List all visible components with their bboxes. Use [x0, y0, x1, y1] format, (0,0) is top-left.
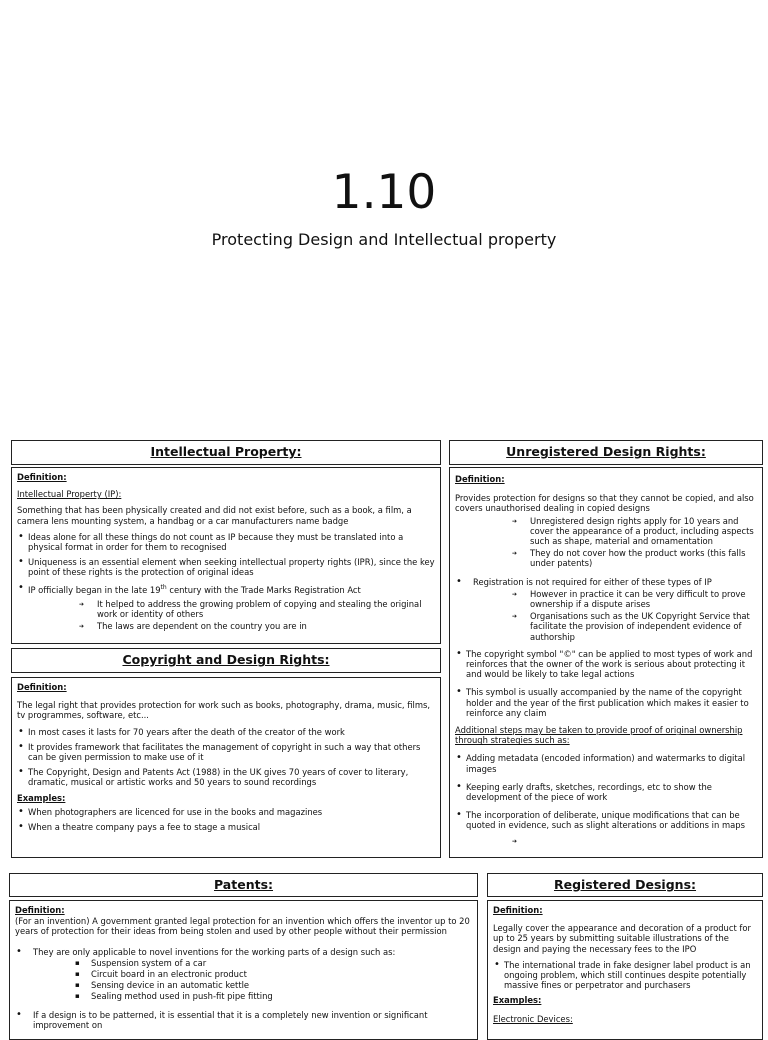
list-item: • Registration is not required for either of these types of IP — [455, 577, 757, 587]
copyright-panel — [11, 677, 441, 858]
list-item: • This symbol is usually accompanied by the name of the copyright holder and the year of the first publication which makes it easier to reinforce any claim — [455, 687, 757, 718]
copyright-examples — [17, 807, 435, 832]
list-item: • In most cases it lasts for 70 years after the death of the creator of the work — [17, 727, 435, 737]
copyright-examples-label: Examples: — [17, 792, 66, 803]
patents-definition-label: Definition: — [15, 905, 65, 915]
list-item: • It provides framework that facilitates the management of copyright in such a way that others can be given permission to make use of it — [17, 742, 435, 762]
unregistered-heading: Unregistered Design Rights: — [449, 440, 763, 465]
section-number: 1.10 — [331, 165, 437, 220]
registered-intro: Legally cover the appearance and decoration of a product for up to 25 years by submitting suitable illustrations of the design and paying the necessary fees to the IPO — [493, 923, 751, 954]
list-item: ▪ Sensing device in an automatic kettle — [73, 980, 472, 990]
ip-intro: Something that has been physically created and did not exist before, such as a book, a film, a camera lens mounting system, a handbag or a car manufacturers name badge — [17, 505, 412, 526]
ip-bullets — [17, 532, 435, 595]
list-item: ▪ Circuit board in an electronic product — [73, 969, 472, 979]
unregistered-intro: Provides protection for designs so that they cannot be copied, and also covers unauthorised dealing in copied designs — [455, 493, 754, 514]
list-item: • The Copyright, Design and Patents Act (1988) in the UK gives 70 years of cover to literary, dramatic, musical or artistic works and 50 years to sound recordings — [17, 767, 435, 787]
unregistered-panel — [449, 467, 763, 858]
list-item: • They are only applicable to novel inventions for the working parts of a design such as: — [15, 947, 472, 957]
copyright-bullets — [17, 727, 435, 788]
unregistered-definition-label: Definition: — [455, 474, 505, 484]
list-item: ▪ Suspension system of a car — [73, 958, 472, 968]
patents-examples — [73, 958, 472, 1002]
list-item: • IP officially began in the late 19th century with the Trade Marks Registration Act — [17, 583, 435, 595]
page-title: Protecting Design and Intellectual property — [211, 230, 557, 249]
patents-bullets — [15, 947, 472, 957]
list-item: • Ideas alone for all these things do not count as IP because they must be translated into a physical format in order for them to recognised — [17, 532, 435, 552]
registered-definition-label: Definition: — [493, 905, 543, 915]
ip-definition-label: Definition: — [17, 472, 67, 482]
list-item: ➔ Unregistered design rights apply for 10 years and cover the appearance of a product, including aspects such as shape, material and ornamentation — [512, 516, 757, 547]
copyright-definition-label: Definition: — [17, 682, 67, 692]
list-item: • Keeping early drafts, sketches, recordings, etc to show the development of the piece of work — [455, 782, 757, 802]
registered-heading: Registered Designs: — [487, 873, 763, 897]
copyright-heading: Copyright and Design Rights: — [11, 648, 441, 673]
ip-term: Intellectual Property (IP): — [17, 489, 122, 500]
registered-bullets — [493, 960, 757, 991]
patents-intro: (For an invention) A government granted legal protection for an invention which offers the inventor up to 20 years of protection for their ideas from being stolen and used by other people without their permission — [15, 916, 470, 937]
list-item: • The international trade in fake designer label product is an ongoing problem, which still continues despite potentially massive fines or perpetrator and purchasers — [493, 960, 757, 991]
list-item: • If a design is to be patterned, it is essential that it is a completely new invention or significant improvement on — [15, 1010, 472, 1030]
list-item: • Adding metadata (encoded information) and watermarks to digital images — [455, 753, 757, 773]
ip-heading: Intellectual Property: — [11, 440, 441, 465]
list-item: ▪ Sealing method used in push-fit pipe fitting — [73, 991, 472, 1001]
list-item: • Uniqueness is an essential element when seeking intellectual property rights (IPR), since the key point of these rights is the protection of original ideas — [17, 557, 435, 577]
ip-panel — [11, 467, 441, 644]
list-item: ➔ However in practice it can be very difficult to prove ownership if a dispute arises — [512, 589, 757, 609]
patents-panel — [9, 900, 478, 1040]
list-item: • The incorporation of deliberate, unique modifications that can be quoted in evidence, such as slight alterations or additions in maps — [455, 810, 757, 830]
unregistered-arrow-list-2 — [512, 589, 757, 642]
unregistered-registration — [455, 577, 757, 587]
patents-heading: Patents: — [9, 873, 478, 897]
unregistered-arrow-list-1 — [512, 516, 757, 569]
registered-examples-label: Examples: — [493, 995, 542, 1006]
registered-examples-sub: Electronic Devices: — [493, 1013, 573, 1024]
copyright-intro: The legal right that provides protection for work such as books, photography, drama, music, films, tv programmes, software, etc... — [17, 700, 431, 721]
list-item: ➔ They do not cover how the product works (this falls under patents) — [512, 548, 757, 568]
registered-panel — [487, 900, 763, 1040]
ip-arrow-list — [79, 599, 435, 632]
list-item: • When photographers are licenced for use in the books and magazines — [17, 807, 435, 817]
patents-bullets-2 — [15, 1010, 472, 1030]
unregistered-strategy-bullets — [455, 753, 757, 830]
unregistered-additional: Additional steps may be taken to provide proof of original ownership through strategies such as: — [455, 725, 743, 746]
list-item: • When a theatre company pays a fee to stage a musical — [17, 822, 435, 832]
list-item: ➔ Organisations such as the UK Copyright Service that facilitate the provision of independent evidence of authorship — [512, 611, 757, 642]
list-item: ➔ It helped to address the growing problem of copying and stealing the original work or identity of others — [79, 599, 435, 619]
list-item: ➔ The laws are dependent on the country you are in — [79, 621, 435, 631]
list-item: • The copyright symbol "©" can be applied to most types of work and reinforces that the owner of the work is serious about protecting it and would be likely to take legal actions — [455, 649, 757, 680]
unregistered-symbol-bullets — [455, 649, 757, 718]
